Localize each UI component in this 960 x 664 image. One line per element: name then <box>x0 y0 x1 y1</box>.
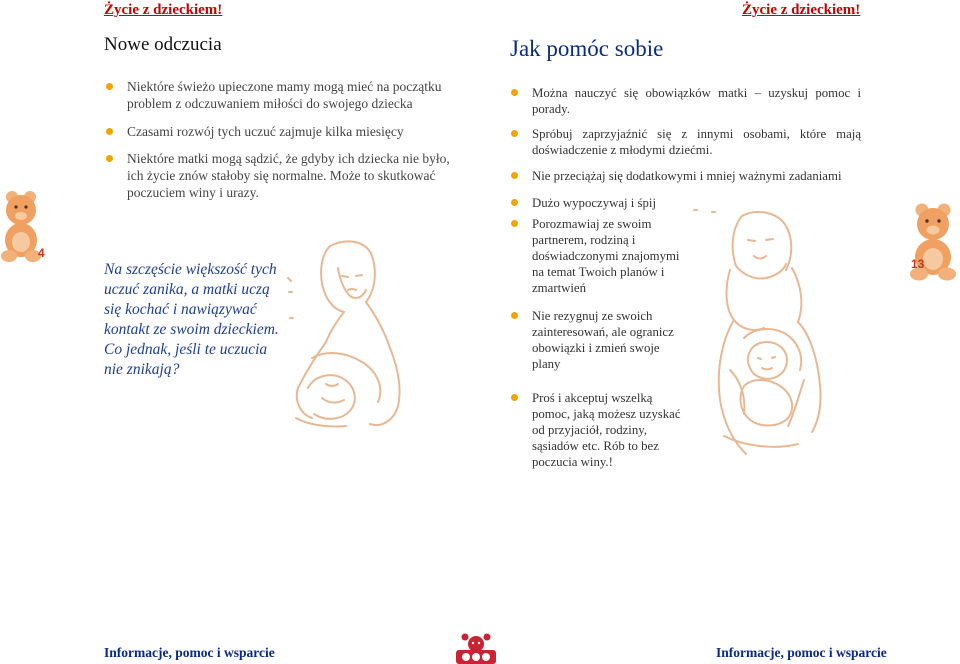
mother-baby-illustration <box>286 238 412 434</box>
mother-hugging-baby-illustration <box>694 210 834 458</box>
list-item: Niektóre matki mogą sądzić, że gdyby ich dziecka nie było, ich życie znów stałoby się normalne. Może to skutkować poczuciem winy i urazy. <box>106 150 451 201</box>
footer-left: Informacje, pomoc i wsparcie <box>104 645 275 660</box>
right-bullet-list-wide <box>511 85 861 211</box>
header-right: Życie z dzieckiem! <box>742 2 861 18</box>
teddy-bear-icon <box>0 190 40 265</box>
right-page-number: 13 <box>911 257 925 271</box>
right-page-title: Jak pomóc sobie <box>510 36 664 61</box>
list-item: Można nauczyć się obowiązków matki – uzyskuj pomoc i porady. <box>511 85 861 117</box>
left-bullet-list <box>106 78 451 201</box>
list-item: Proś i akceptuj wszelką pomoc, jaką możesz uzyskać od przyjaciół, rodziny, sąsiadów etc. Rób to bez poczucia winy.! <box>511 390 691 470</box>
left-page-title: Nowe odczucia <box>104 34 222 55</box>
left-quote: Na szczęście większość tych uczuć zanika, a matki uczą się kochać i nawiązywać kontakt ze swoim dzieckiem. Co jednak, jeśli te uczucia nie znikają? <box>104 261 279 378</box>
list-item: Nie przeciążaj się dodatkowymi i mniej ważnymi zadaniami <box>511 168 861 184</box>
list-item: Dużo wypoczywaj i śpij <box>511 195 861 211</box>
list-item: Spróbuj zaprzyjaźnić się z innymi osobami, które mają doświadczenie z młodymi dziećmi. <box>511 126 861 158</box>
right-bullet-list-narrow <box>511 216 691 470</box>
header-left: Życie z dzieckiem! <box>104 2 223 18</box>
left-page-number: 4 <box>38 246 45 260</box>
footer-logo-icon <box>452 632 500 664</box>
list-item: Niektóre świeżo upieczone mamy mogą mieć na początku problem z odczuwaniem miłości do swojego dziecka <box>106 78 451 112</box>
list-item: Nie rezygnuj ze swoich zainteresowań, ale ogranicz obowiązki i zmień swoje plany <box>511 308 691 372</box>
list-item: Czasami rozwój tych uczuć zajmuje kilka miesięcy <box>106 123 451 140</box>
footer-right: Informacje, pomoc i wsparcie <box>716 645 887 660</box>
list-item: Porozmawiaj ze swoim partnerem, rodziną i doświadczonymi znajomymi na temat Twoich planów i zmartwień <box>511 216 691 296</box>
